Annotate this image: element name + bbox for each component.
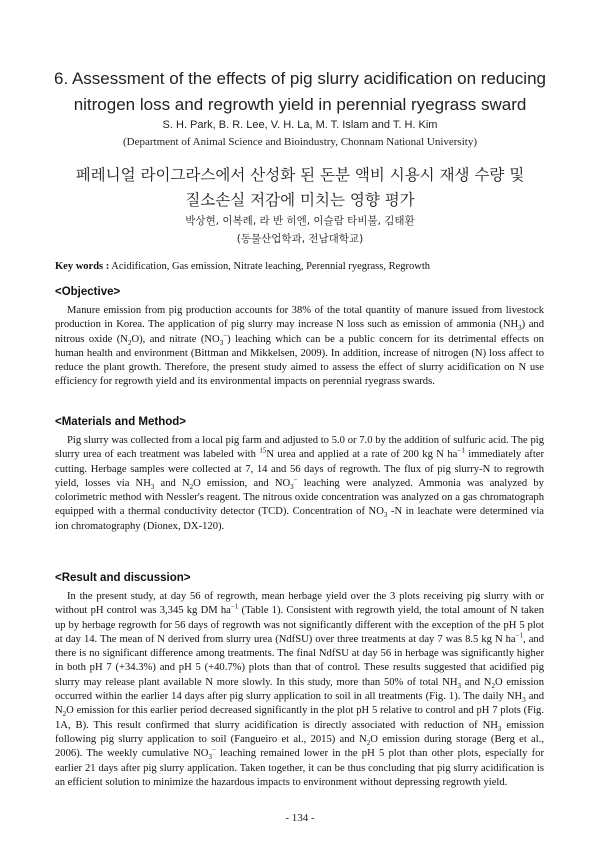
title-ko-line-1: 페레니얼 라이그라스에서 산성화 된 돈분 액비 시용시 재생 수량 및 <box>75 166 525 184</box>
authors-en: S. H. Park, B. R. Lee, V. H. La, M. T. Islam and T. H. Kim <box>162 119 438 131</box>
methods-heading: <Materials and Method> <box>55 416 187 428</box>
keywords-label: Key words : <box>55 261 110 272</box>
title-en-line-1: 6. Assessment of the effects of pig slurry acidification on reducing <box>53 69 546 88</box>
objective-paragraph: Manure emission from pig production accounts for 38% of the total quantity of manure issued from livestock production in Korea. The application of pig slurry may increase N loss such as emission of ammonia $(NH_3)$ and nitrous oxide $(N_2O)$, and nitrate $(NO_3^-)$ leaching which can be a public concern for its detrimental effects on human health and environment (Bittman and Mikkelsen, 2009). In addition, increase of nitrogen (N) loss affect to reduce the plant growth. Therefore, the present study aimed to assess the effect of slurry acidification on N use efficiency for regrowth yield and its environmental impacts on perennial ryegrass swards. <box>55 305 544 388</box>
methods-paragraph: Pig slurry was collected from a local pig farm and adjusted to 5.0 or 7.0 by the addition of sulfuric acid. The pig slurry urea of each treatment was labeled with $^{15}$N urea and applied at a rate of 200 kg N $ha^{-1}$ immediately after cutting. Herbage samples were collected at 7, 14 and 56 days of regrowth. The flux of pig slurry-N to regrowth yield, losses via $NH_3$ and $N_2O$ emission, and $NO_3^-$ leaching were analyzed. Ammonia was analyzed by colorimetric method with Nessler's reagent. The nitrous oxide concentration was analyzed on a gas chromatograph equipped with a thermal conductivity detector (TCD). Concentration of $NO_3$ -N in leachate were determined via ion chromatography (Dionex, DX-120). <box>55 435 545 532</box>
paper-title-ko <box>40 163 560 213</box>
keywords-text: Acidification, Gas emission, Nitrate leaching, Perennial ryegrass, Regrowth <box>111 261 430 272</box>
authors-ko: 박상현, 이복례, 라 반 히엔, 이슬람 타비불, 김태환 <box>185 215 415 227</box>
title-en-line-2: nitrogen loss and regrowth yield in perennial ryegrass sward <box>73 95 527 114</box>
results-paragraph: In the present study, at day 56 of regrowth, mean herbage yield over the 3 plots receiving pig slurry with or without pH control was 3,345 kg DM $ha^{-1}$ (Table 1). Consistent with regrowth yield, the total amount of N taken up by herbage regrowth for 56 days of regrowth was not significantly different with the exception of the pH 5 plot at day 14. The mean of N derived from slurry urea (NdfSU) over three treatments at day 7 was 8.5 kg N $ha^{-1}$, and there is no significant difference among treatments. The final NdfSU at day 56 in herbage was significantly higher in both pH 7 (+34.3%) and pH 5 (+40.7%) plots than that of control. These results suggested that acidified pig slurry may release plant available N more slowly. In this study, more than 50% of total $NH_3$ and $N_2O$ emission occurred within the earlier 14 days after pig slurry application to soil in all treatments (Fig. 1). The daily $NH_3$ and $N_2O$ emission for this earlier period decreased significantly in the plot pH 5 relative to control and pH 7 plots (Fig. 1A, B). This result confirmed that slurry acidification is directly associated with reduction of $NH_3$ emission following pig slurry application to soil (Fangueiro et al., 2015) and $N_2O$ emission during storage (Berg et al., 2006). The weekly cumulative $NO_3^-$ leaching remained lower in the pH 5 plot than other plots, especially for earlier 21 days after pig slurry application. Taken together, it can be thus concluding that pig slurry acidification is an efficient solution to minimize the hazardous impacts to environment without depressing regrowth yield. <box>55 591 545 788</box>
title-ko-line-2: 질소손실 저감에 미치는 영향 평가 <box>185 191 415 209</box>
paper-title-en <box>40 66 560 118</box>
objective-heading: <Objective> <box>55 286 121 298</box>
affiliation-ko: (동물산업학과, 전남대학교) <box>236 233 364 245</box>
results-heading: <Result and discussion> <box>55 572 191 584</box>
keywords <box>55 261 555 272</box>
affiliation-en: (Department of Animal Science and Bioindustry, Chonnam National University) <box>123 136 477 148</box>
page-number: - 134 - <box>285 812 315 824</box>
